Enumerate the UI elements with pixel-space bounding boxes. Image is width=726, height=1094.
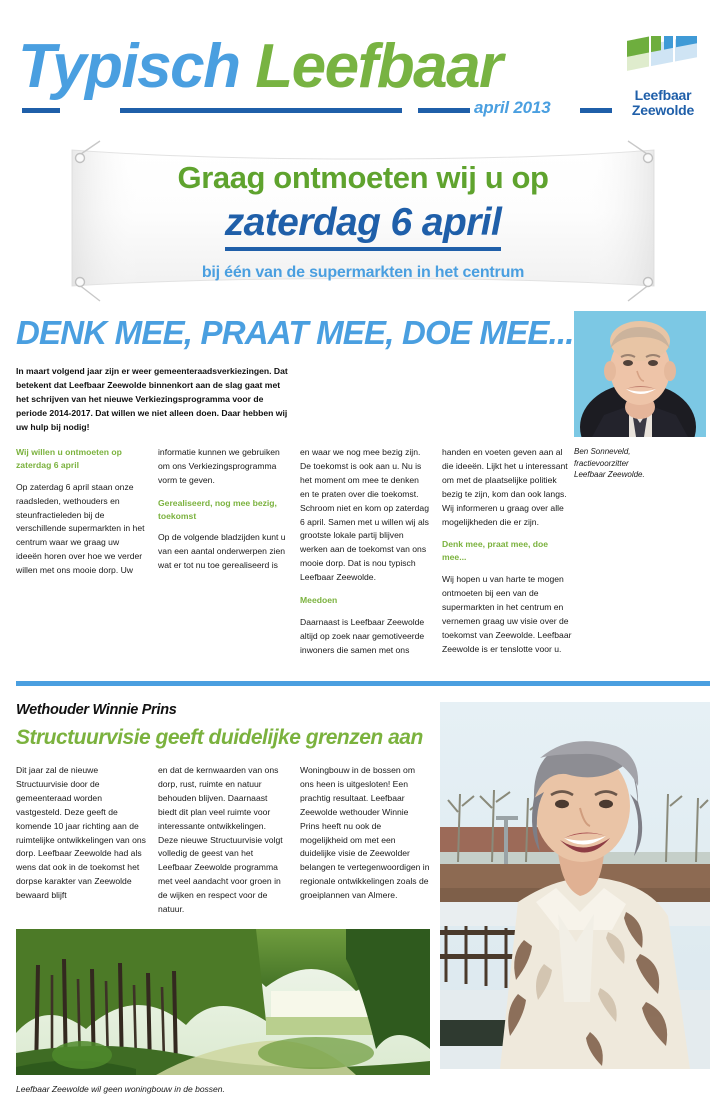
banner-line-1: Graag ontmoeten wij u op: [177, 160, 549, 195]
article2-column-3: [300, 764, 430, 917]
portrait-block-ben-sonneveld: [574, 311, 710, 481]
article2-kicker: Wethouder Winnie Prins: [16, 701, 177, 718]
article1-body: [16, 365, 710, 666]
masthead-rule-3: [418, 108, 470, 113]
article1-subhead-4: Denk mee, praat mee, doe mee...: [442, 539, 549, 563]
article1-subhead-1: Wij willen u ontmoeten op zaterdag 6 april: [16, 446, 122, 470]
photo-caption: Leefbaar Zeewolde wil geen woningbouw in de bossen.: [16, 1084, 225, 1094]
article1-columns: [16, 446, 572, 667]
article2-text-2: en dat de kernwaarden van ons dorp, rust, ruimte en natuur behouden blijven. Daarnaast biedt dit plan veel ruimte voor interessante ontwikkelingen. Deze nieuwe Structuurvisie volgt volledig de geest van het Leefbaar Zeewolde programma met veel aandacht voor groen in de wijken en respect voor de natuur.: [158, 764, 283, 915]
portrait-caption: [574, 446, 710, 481]
article2-columns: [16, 764, 430, 917]
article1-headline: DENK MEE, PRAAT MEE, DOE MEE...: [16, 314, 574, 351]
article1-column-2: [158, 446, 288, 667]
article2-text-3: Woningbouw in de bossen om ons heen is uitgesloten! Een prachtig resultaat. Leefbaar Zeewolde wethouder Winnie Prins heeft nu ook de mogelijkheid om met een duidelijke visie de Zeewolder belangen te vertegenwoordigen in regionale ontwikkelingen zoals de groeiplannen van Almere.: [300, 764, 430, 901]
banner-text: [0, 160, 726, 282]
masthead-rule-4: [580, 108, 612, 113]
photo-winnie-prins: [440, 702, 710, 1069]
article-denk-mee: [0, 311, 726, 667]
announcement-banner: [0, 136, 726, 311]
article1-lead: In maart volgend jaar zijn er weer gemeenteraadsverkiezingen. Dat betekent dat Leefbaar Zeewolde binnenkort aan de slag gaat met het schrijven van het nieuwe Verkiezingsprogramma voor de periode 2014-2017. Dat willen we niet alleen doen. Daar hebben wij uw hulp bij nodig!: [16, 366, 288, 432]
title-word-leefbaar: Leefbaar: [255, 32, 502, 101]
article2-column-1: [16, 764, 146, 917]
article1-subhead-3: Meedoen: [300, 595, 338, 606]
leefbaar-zeewolde-logo-icon: [621, 36, 705, 86]
portrait-caption-org: Leefbaar Zeewolde.: [574, 470, 645, 480]
article1-text-4b: Wij hopen u van harte te mogen ontmoeten bij een van de supermarkten in het centrum en vernemen graag uw visie over de toekomst van Zeewolde. Leefbaar Zeewolde is er tenslotte voor u.: [442, 574, 572, 654]
article-structuurvisie: [0, 702, 726, 1094]
masthead-rule-1: [22, 108, 60, 113]
issue-date: april 2013: [474, 98, 551, 117]
portrait-ben-sonneveld: [574, 311, 706, 437]
article1-text-4a: handen en voeten geven aan al die ideeën. Lijkt het u interessant om met de plaatselijke politiek bezig te zijn, kom dan ook langs. Wij informeren u graag over alle mogelijkheden die er zijn.: [442, 446, 568, 527]
article1-subhead-2: Gerealiseerd, nog mee bezig, toekomst: [158, 497, 277, 521]
masthead: [0, 0, 726, 140]
photo-forest-path: [16, 929, 430, 1075]
logo-text-line2: Zeewolde: [631, 101, 695, 118]
article1-text-1: Op zaterdag 6 april staan onze raadsleden, wethouders en steunfractieleden bij de verschillende supermarkten in het centrum waar we graag uw ideeën horen over hoe we verder willen met ons mooie dorp. Uw: [16, 481, 145, 576]
portrait-caption-name: Ben Sonneveld,: [574, 447, 631, 457]
logo-text-line1: Leefbaar: [634, 87, 692, 103]
article1-text-2a: informatie kunnen we gebruiken om ons Verkiezingsprogramma vorm te geven.: [158, 446, 280, 485]
article1-text-2b: Op de volgende bladzijden kunt u van een aantal onderwerpen zien wat er tot nu toe gerealiseerd is: [158, 532, 286, 571]
logo-text: [614, 88, 712, 117]
article2-headline: Structuurvisie geeft duidelijke grenzen aan: [16, 725, 423, 749]
article2-text-1: Dit jaar zal de nieuwe Structuurvisie door de gemeenteraad worden vastgesteld. Deze geeft de komende 10 jaar richting aan de ruimtelijke ontwikkelingen van ons dorp. Leefbaar Zeewolde had als wens dat ook in de toekomst het dorpse karakter van Zeewolde bewaard blijft: [16, 764, 146, 901]
portrait-caption-role: fractievoorzitter: [574, 458, 629, 468]
banner-line-3: bij één van de supermarkten in het centrum: [201, 263, 525, 281]
article1-text-3b: Daarnaast is Leefbaar Zeewolde altijd op zoek naar gemotiveerde inwoners die samen met ons: [300, 617, 425, 655]
logo: [614, 36, 712, 117]
title-word-typisch: Typisch: [18, 32, 240, 101]
article1-column-1: [16, 446, 146, 667]
article1-column-3: [300, 446, 430, 667]
article1-column-4: [442, 446, 572, 667]
banner-line-2: zaterdag 6 april: [225, 200, 502, 251]
article1-text-3a: en waar we nog mee bezig zijn. De toekomst is ook aan u. Nu is het moment om mee te denken en te praten over die toekomst. Schroom niet en kom op zaterdag 6 april. Samen met u willen wij als grootste lokale partij blijven werken aan de toekomst van ons mooie dorp. Dat is nou typisch Leefbaar Zeewolde.: [300, 446, 429, 583]
masthead-rule-2: [120, 108, 402, 113]
publication-title: [18, 32, 502, 101]
section-divider: [16, 681, 710, 686]
article2-column-2: [158, 764, 288, 917]
